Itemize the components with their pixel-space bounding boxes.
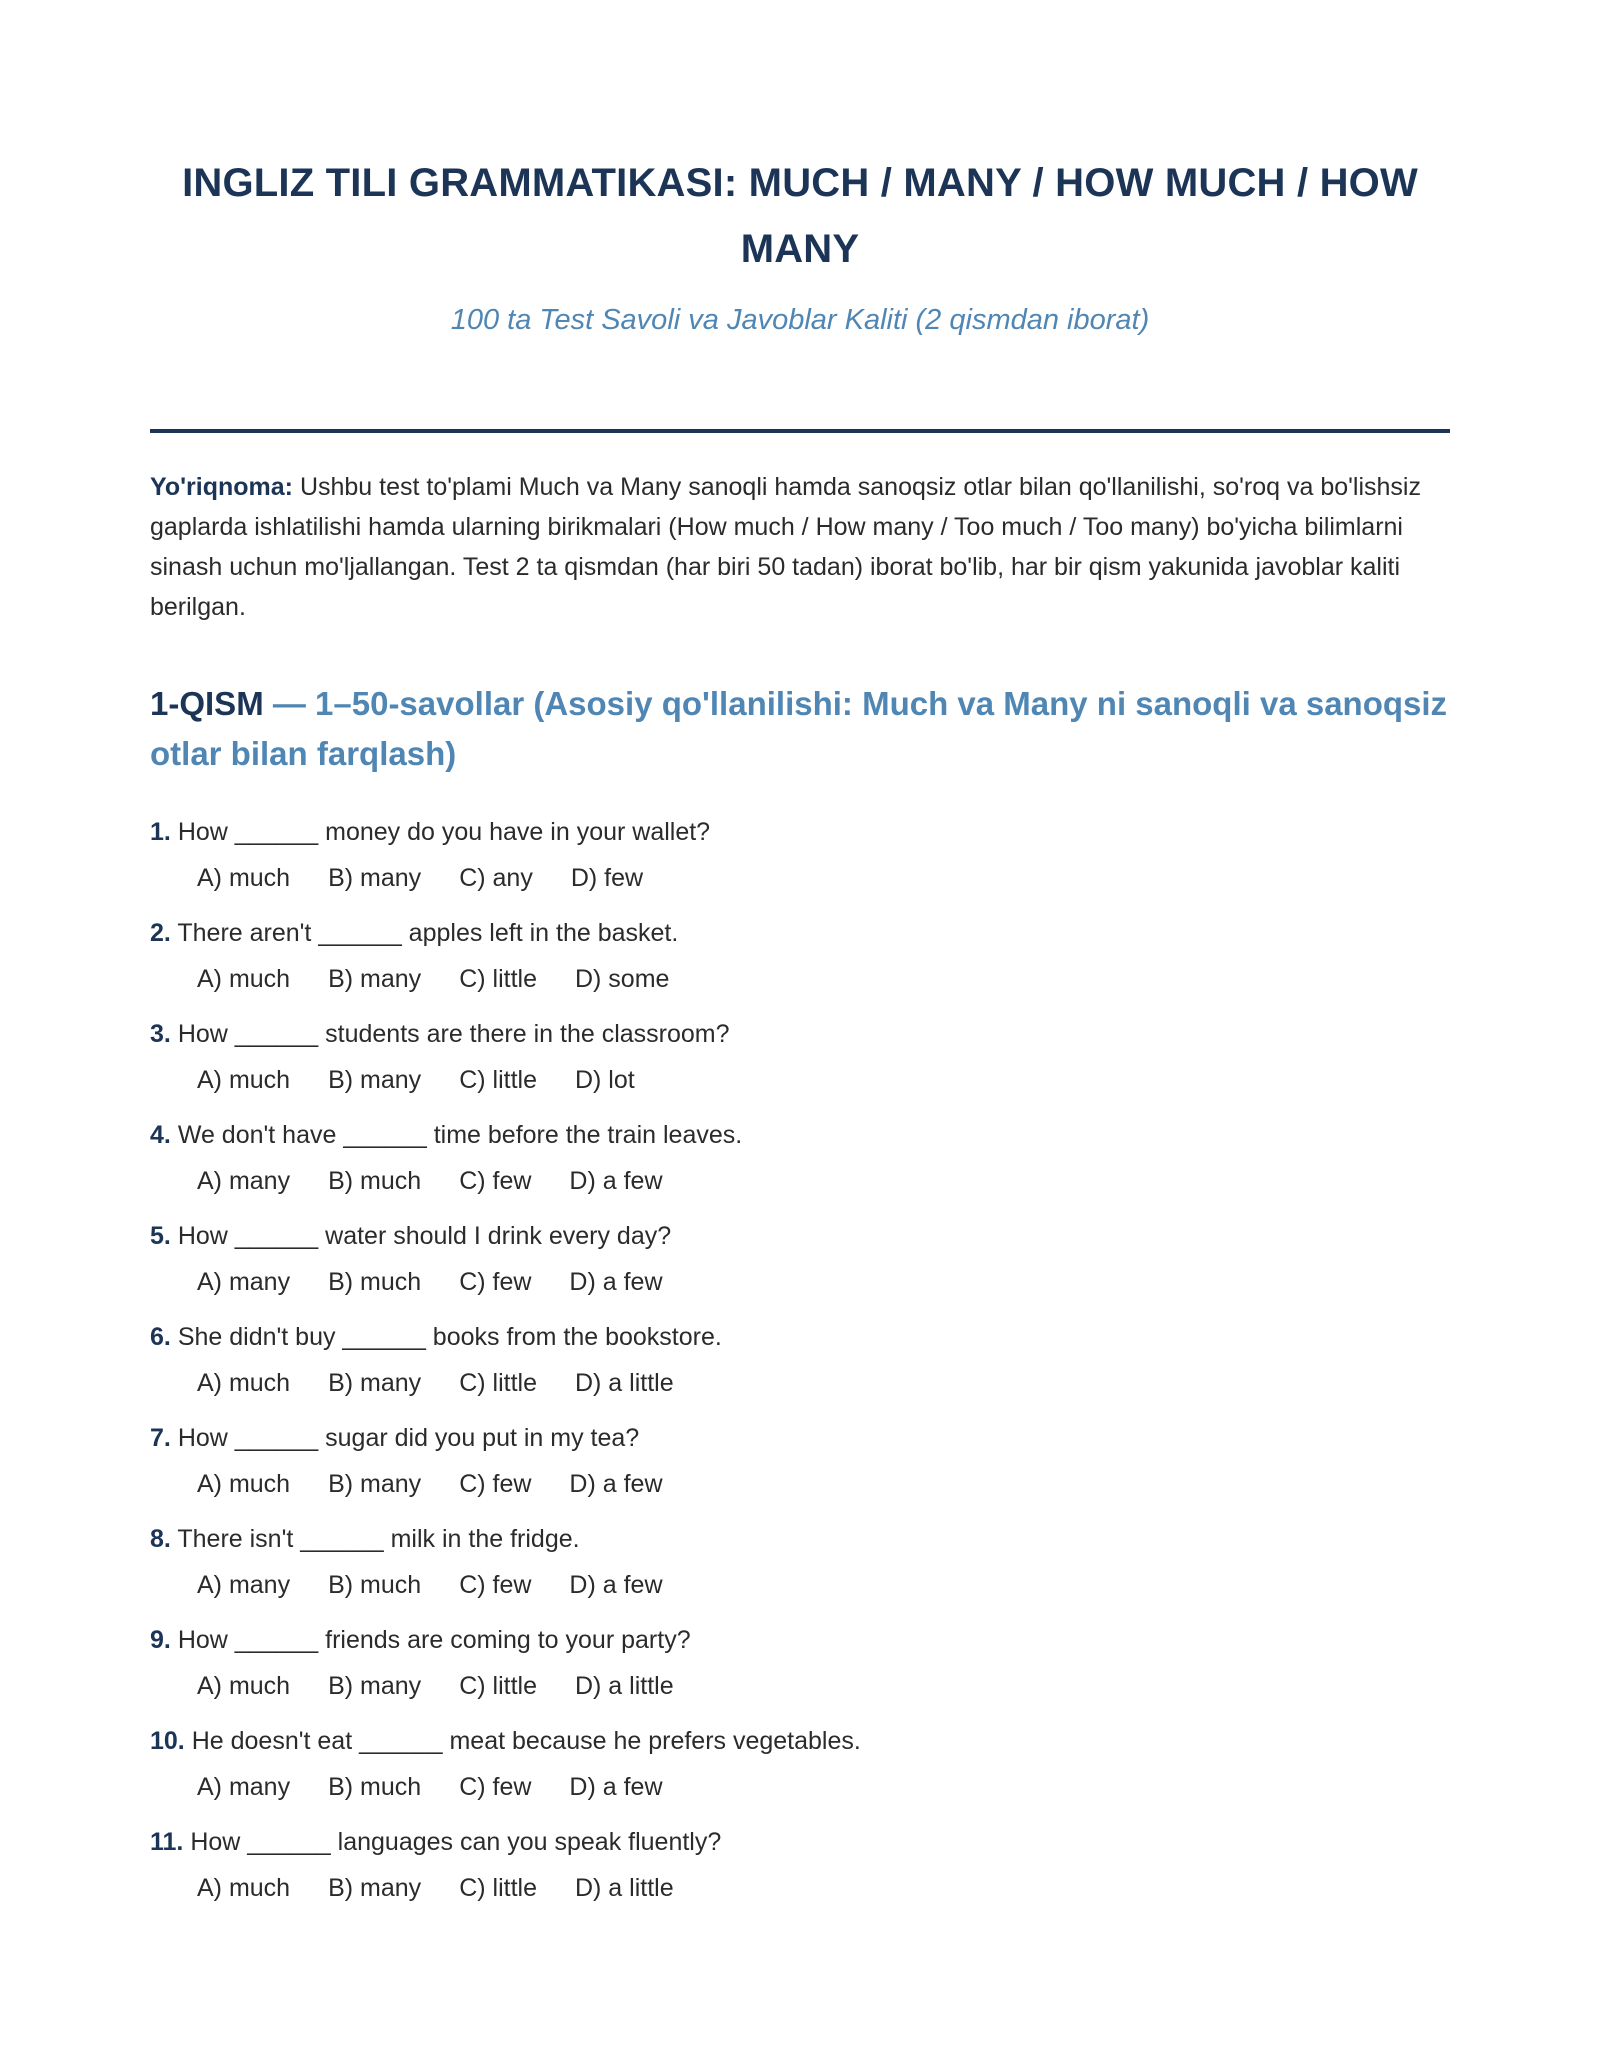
answer-options [150,961,1450,997]
question-line [150,1420,1450,1456]
answer-option: C) little [459,965,537,993]
answer-option: B) many [328,1672,422,1700]
answer-option: C) little [459,1672,537,1700]
answer-option: B) many [328,864,422,892]
title-divider [150,429,1450,433]
answer-options [150,1062,1450,1098]
answer-option: B) much [328,1268,422,1296]
question-number: 5. [150,1222,171,1250]
answer-option: D) a few [569,1773,663,1801]
question-line [150,1723,1450,1759]
question-number: 8. [150,1525,171,1553]
answer-option: D) a few [569,1470,663,1498]
question-item [150,1420,1450,1502]
answer-option: C) few [459,1773,532,1801]
answer-options [150,1668,1450,1704]
question-text: There isn't ______ milk in the fridge. [177,1525,580,1553]
question-line [150,814,1450,850]
instructions-label: Yo'riqnoma: [150,473,293,501]
answer-option: C) little [459,1066,537,1094]
instructions-text: Ushbu test to'plami Much va Many sanoqli hamda sanoqsiz otlar bilan qo'llanilishi, so'roq va bo'lishsiz gaplarda ishlatilishi hamda ularning birikmalari (How much / How many / Too much / Too many) bo'yicha bilimlarni sinash uchun mo'ljallangan. Test 2 ta qismdan (har biri 50 tadan) iborat bo'lib, har bir qism yakunida javoblar kaliti berilgan. [150,473,1421,621]
question-item [150,1218,1450,1300]
question-text: He doesn't eat ______ meat because he prefers vegetables. [191,1727,861,1755]
answer-option: C) few [459,1470,532,1498]
question-number: 9. [150,1626,171,1654]
question-line [150,915,1450,951]
answer-option: A) much [197,1874,291,1902]
answer-option: C) few [459,1268,532,1296]
answer-options [150,1870,1450,1906]
answer-option: D) a little [574,1874,674,1902]
answer-options [150,1466,1450,1502]
question-line [150,1016,1450,1052]
answer-option: C) few [459,1167,532,1195]
document-title: INGLIZ TILI GRAMMATIKASI: MUCH / MANY / HOW MUCH / HOW MANY [182,161,1418,271]
answer-option: B) many [328,1066,422,1094]
answer-option: A) much [197,1672,291,1700]
answer-option: C) little [459,1874,537,1902]
answer-option: B) many [328,1874,422,1902]
answer-option: C) any [459,864,533,892]
question-text: How ______ water should I drink every day? [177,1222,672,1250]
question-text: How ______ friends are coming to your party? [177,1626,691,1654]
answer-option: B) much [328,1773,422,1801]
document-subtitle: 100 ta Test Savoli va Javoblar Kaliti (2 qismdan iborat) [450,304,1150,336]
answer-option: D) a little [574,1672,674,1700]
question-item [150,1622,1450,1704]
question-number: 6. [150,1323,171,1351]
question-item [150,1824,1450,1906]
question-text: We don't have ______ time before the train leaves. [177,1121,743,1149]
answer-option: A) much [197,1470,291,1498]
question-item [150,1117,1450,1199]
answer-options [150,1264,1450,1300]
question-number: 3. [150,1020,171,1048]
answer-option: D) a few [569,1571,663,1599]
answer-option: B) many [328,1369,422,1397]
question-item [150,1521,1450,1603]
question-number: 11. [150,1828,184,1856]
answer-options [150,1567,1450,1603]
answer-option: D) a few [569,1167,663,1195]
question-number: 7. [150,1424,171,1452]
question-line [150,1319,1450,1355]
question-number: 10. [150,1727,185,1755]
question-text: How ______ students are there in the classroom? [177,1020,730,1048]
question-item [150,1319,1450,1401]
question-item [150,1723,1450,1805]
answer-option: C) little [459,1369,537,1397]
question-item [150,1016,1450,1098]
question-number: 1. [150,818,171,846]
question-line [150,1824,1450,1860]
answer-option: B) much [328,1167,422,1195]
question-item [150,915,1450,997]
answer-option: A) many [197,1773,291,1801]
question-text: She didn't buy ______ books from the bookstore. [177,1323,722,1351]
answer-option: A) many [197,1571,291,1599]
question-text: How ______ languages can you speak fluently? [190,1828,722,1856]
section-description: — 1–50-savollar (Asosiy qo'llanilishi: Much va Many ni sanoqli va sanoqsiz otlar bilan farqlash) [150,685,1448,772]
answer-option: A) much [197,1369,291,1397]
question-line [150,1521,1450,1557]
question-line [150,1622,1450,1658]
section-heading [150,679,1450,779]
section-part-label: 1-QISM [150,685,264,722]
question-number: 2. [150,919,171,947]
answer-options [150,860,1450,896]
answer-options [150,1769,1450,1805]
question-list [150,814,1450,1906]
question-line [150,1117,1450,1153]
answer-option: A) many [197,1167,291,1195]
answer-option: C) few [459,1571,532,1599]
instructions-paragraph [150,467,1450,627]
answer-option: B) much [328,1571,422,1599]
answer-option: B) many [328,965,422,993]
answer-option: D) lot [574,1066,635,1094]
answer-option: B) many [328,1470,422,1498]
answer-option: A) much [197,965,291,993]
answer-option: A) much [197,1066,291,1094]
answer-option: A) many [197,1268,291,1296]
answer-options [150,1163,1450,1199]
answer-option: D) a few [569,1268,663,1296]
answer-option: D) few [570,864,644,892]
question-text: How ______ sugar did you put in my tea? [177,1424,640,1452]
question-text: How ______ money do you have in your wallet? [177,818,711,846]
question-number: 4. [150,1121,171,1149]
question-item [150,814,1450,896]
answer-option: A) much [197,864,291,892]
question-text: There aren't ______ apples left in the basket. [177,919,679,947]
question-line [150,1218,1450,1254]
answer-option: D) a little [574,1369,674,1397]
answer-option: D) some [574,965,670,993]
answer-options [150,1365,1450,1401]
